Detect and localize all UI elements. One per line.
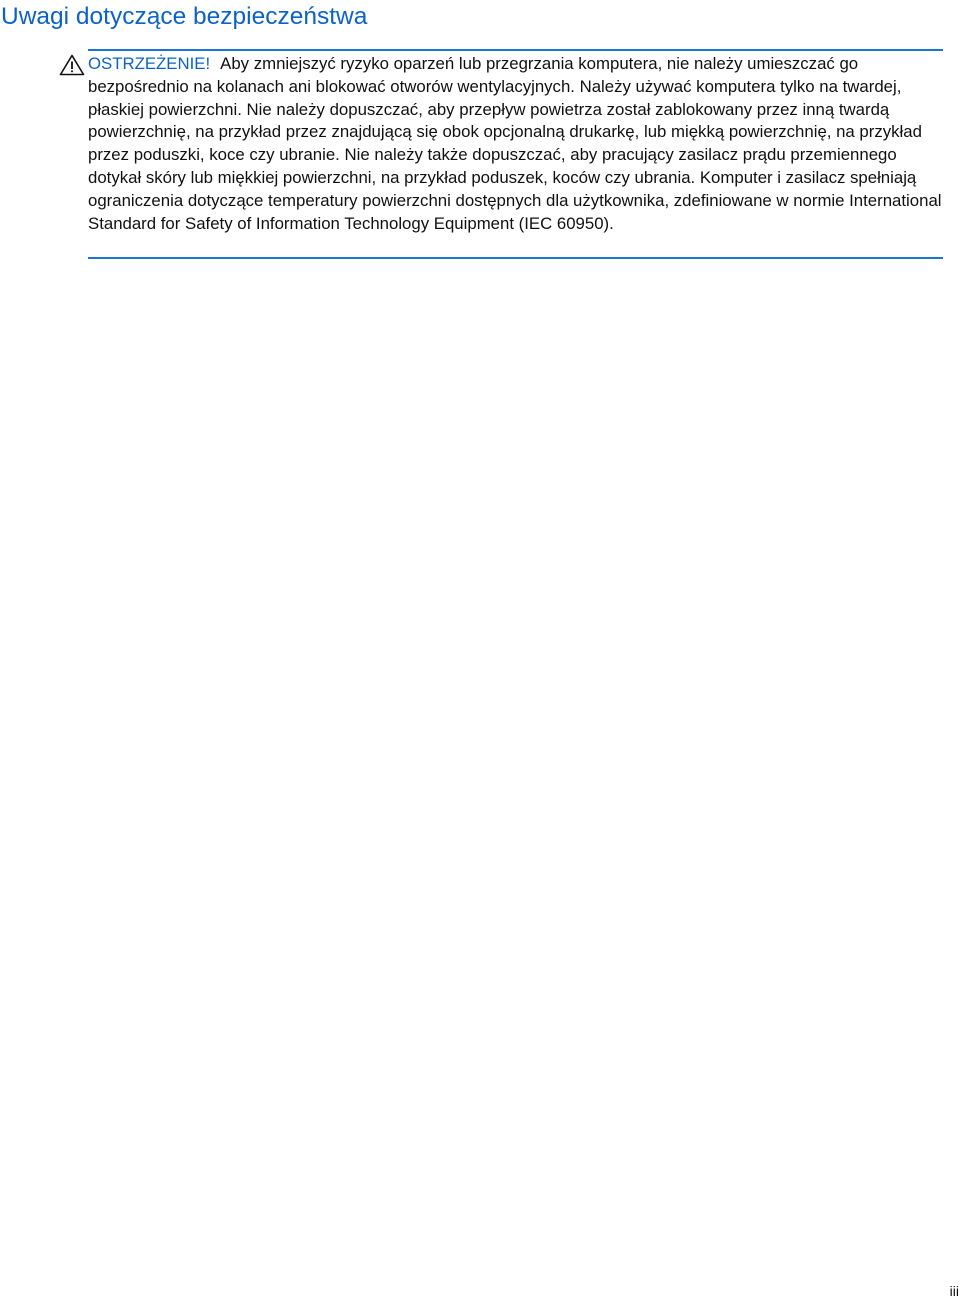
warning-paragraph [88, 53, 943, 235]
warning-label: OSTRZEŻENIE! [88, 54, 211, 73]
page-number: iii [949, 1283, 959, 1299]
warning-box [88, 49, 943, 259]
page-title: Uwagi dotyczące bezpieczeństwa [1, 3, 368, 30]
warning-body-text: Aby zmniejszyć ryzyko oparzeń lub przegrzania komputera, nie należy umieszczać go bezpośrednio na kolanach ani blokować otworów wentylacyjnych. Należy używać komputera tylko na twardej, płaskiej powierzchni. Nie należy dopuszczać, aby przepływ powietrza został zablokowany przez inną twardą powierzchnię, na przykład przez znajdującą się obok opcjonalną drukarkę, lub miękką powierzchnię, na przykład przez poduszki, koce czy ubranie. Nie należy także dopuszczać, aby pracujący zasilacz prądu przemiennego dotykał skóry lub miękkiej powierzchni, na przykład poduszek, koców czy ubrania. Komputer i zasilacz spełniają ograniczenia dotyczące temperatury powierzchni dostępnych dla użytkownika, zdefiniowane w normie International Standard for Safety of Information Technology Equipment (IEC 60950). [88, 54, 942, 233]
warning-triangle-icon [59, 54, 85, 76]
